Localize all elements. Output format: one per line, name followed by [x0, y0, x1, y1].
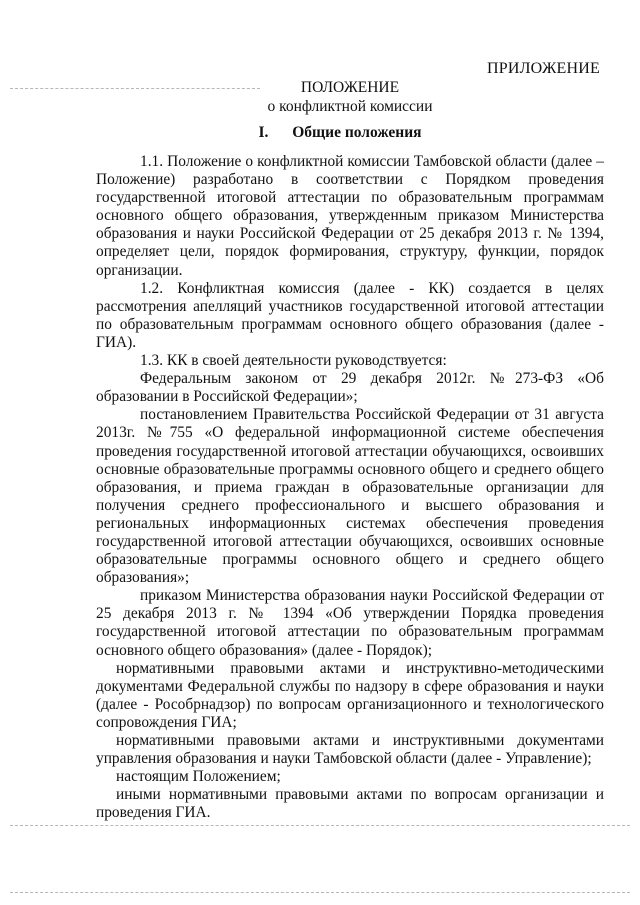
list-item-other-acts: иными нормативными правовыми актами по вопросам организации и проведения ГИА.	[96, 786, 604, 822]
scan-artifact-line	[10, 892, 630, 893]
list-item-this-regulation: настоящим Положением;	[116, 768, 281, 786]
section-heading	[0, 124, 640, 142]
document-body	[96, 153, 604, 822]
paragraph-1-2: 1.2. Конфликтная комиссия (далее - КК) создается в целях рассмотрения апелляций участников государственной итоговой аттестации по образовательным программам основного общего образования (далее - ГИА).	[96, 279, 604, 351]
list-item-regional-acts: нормативными правовыми актами и инструктивными документами управления образования и науки Тамбовской области (далее - Управление);	[96, 732, 604, 768]
section-title: Общие положения	[292, 124, 422, 141]
list-item-federal-law: Федеральным законом от 29 декабря 2012г. №273-ФЗ «Об образовании в Российской Федерации»;	[96, 370, 604, 406]
section-number: I.	[258, 124, 269, 141]
scan-artifact-line	[10, 825, 630, 826]
list-item-ministry-order: приказом Министерства образования науки Российской Федерации от 25 декабря 2013 г. № 1394 «Об утверждении Порядка проведения государственной итоговой аттестации по образовательным программам основного общего образования» (далее - Порядок);	[96, 587, 604, 659]
list-item-government-resolution: постановлением Правительства Российской Федерации от 31 августа 2013г. №755 «О федеральной информационной системе обеспечения проведения государственной итоговой аттестации обучающихся, освоивших основные образовательные программы основного общего и среднего общего образования, и приема граждан в образовательные организации для получения среднего профессионального и высшего образования и региональных информационных системах обеспечения проведения государственной итоговой аттестации обучающихся, освоивших основные образовательные программы основного общего и среднего общего образования»;	[96, 406, 604, 587]
paragraph-1-3: 1.3. КК в своей деятельности руководствуется:	[140, 352, 447, 370]
document-subtitle: о конфликтной комиссии	[267, 98, 433, 115]
document-title: ПОЛОЖЕНИЕ	[300, 79, 400, 96]
document-title-block	[0, 78, 640, 116]
list-item-rosobrnadzor-acts: нормативными правовыми актами и инструктивно-методическими документами Федеральной службы по надзору в сфере образования и науки (далее - Рособрнадзор) по вопросам организационного и технологического сопровождения ГИА;	[96, 659, 604, 731]
paragraph-1-1: 1.1. Положение о конфликтной комиссии Тамбовской области (далее – Положение) разработано в соответствии с Порядком проведения государственной итоговой аттестации по образовательным программам основного общего образования, утвержденным приказом Министерства образования и науки Российской Федерации от 25 декабря 2013 г. № 1394, определяет цели, порядок формирования, структуру, функции, порядок организации.	[96, 153, 604, 279]
annex-label: ПРИЛОЖЕНИЕ	[486, 60, 600, 77]
